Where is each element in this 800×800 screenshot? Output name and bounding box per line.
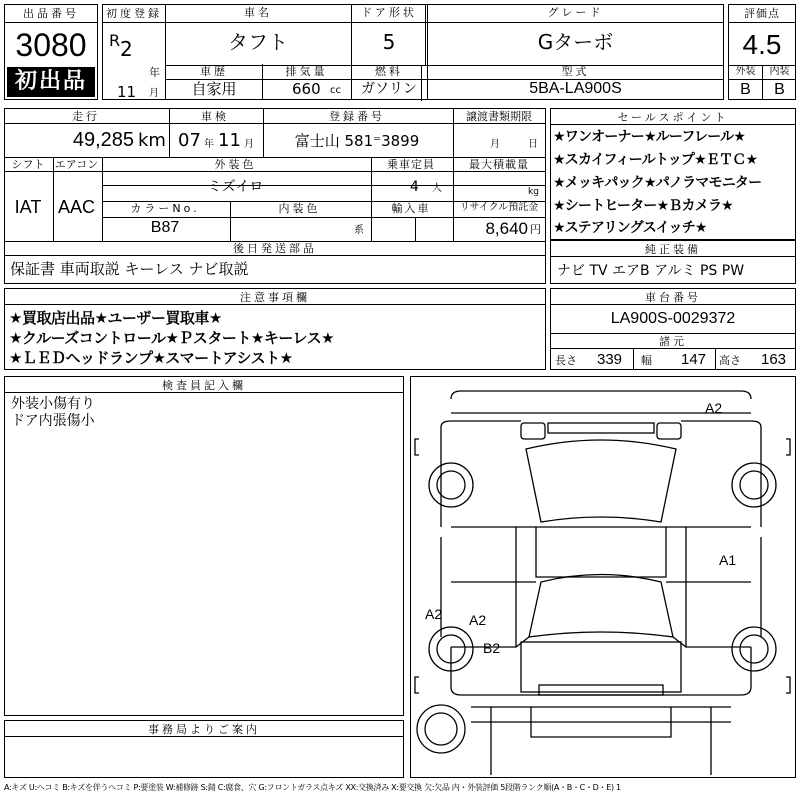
chassis-box [550, 288, 796, 370]
color-no-label: カラーNo. [130, 202, 200, 215]
damage-mark-top-right: A2 [705, 400, 723, 416]
sales-point-line: ★スカイフィールトップ★ＥＴＣ★ [553, 152, 758, 168]
car-damage-diagram [410, 376, 796, 778]
load-unit: kg [528, 187, 539, 197]
inspector-label: 検査員記入欄 [162, 379, 246, 392]
score: 4.5 [742, 29, 782, 60]
inspector-box [4, 376, 404, 716]
transfer-day-unit: 日 [528, 139, 538, 150]
mileage-unit: km [138, 130, 166, 151]
interior-score-label: 内装 [769, 66, 790, 77]
inspection-year-unit: 年 [204, 139, 214, 150]
import-label: 輸入車 [391, 202, 431, 215]
inspection-month-unit: 月 [244, 139, 254, 150]
displacement-unit: cc [330, 85, 341, 96]
dims-label: 諸元 [659, 335, 687, 348]
fuel-label: 燃料 [375, 65, 403, 78]
damage-mark-left-rear: B2 [483, 640, 501, 656]
equipment: ナビ TV エアB アルミ PS PW [557, 263, 745, 279]
load-label: 最大積載量 [469, 158, 529, 171]
history-label: 車歴 [200, 65, 228, 78]
lot-number: 3080 [15, 27, 87, 63]
note-line: ★クルーズコントロール★Ｐスタート★キーレス★ [9, 329, 335, 347]
damage-mark-left-side: A2 [425, 606, 443, 622]
inspection-month: 11 [218, 130, 241, 151]
width-label: 幅 [641, 354, 652, 367]
inspection-label: 車検 [201, 110, 229, 123]
ext-color-label: 外装色 [214, 158, 257, 171]
ac-label: エアコン [54, 158, 99, 171]
reg-number-label: 登録番号 [329, 110, 385, 123]
height: 163 [761, 351, 787, 368]
note-line: ★ＬＥＤヘッドランプ★スマートアシスト★ [9, 349, 293, 367]
shift: IAT [14, 197, 42, 217]
era-year: 2 [120, 37, 133, 61]
exterior-score: B [740, 81, 751, 98]
recycle-unit: 円 [530, 223, 541, 236]
transfer-month-unit: 月 [490, 139, 500, 150]
car-name-label: 車名 [244, 6, 272, 19]
inspection-year: 07 [178, 130, 201, 151]
int-color-unit: 系 [354, 225, 364, 236]
displacement-label: 排気量 [285, 65, 328, 78]
grade-label: グレード [547, 6, 604, 19]
fuel: ガソリン [361, 81, 417, 97]
era-letter: R [109, 31, 121, 50]
note-line: ★買取店出品★ユーザー買取車★ [9, 309, 222, 327]
first-listing-text: 初出品 [14, 69, 87, 94]
recycle-fee: 8,640 [485, 219, 528, 238]
sales-point-line: ★ワンオーナー★ルーフレール★ [553, 129, 746, 145]
first-registration-label: 初度登録 [106, 7, 162, 20]
lot-number-label: 出品番号 [23, 7, 79, 20]
inspector-line: 外装小傷有り [11, 396, 95, 412]
sales-points-label: セールスポイント [617, 111, 729, 124]
notes-box [4, 288, 546, 370]
damage-mark-left-door: A2 [469, 612, 487, 628]
office-box [4, 720, 404, 778]
later-parts-label: 後日発送部品 [233, 242, 317, 255]
later-parts: 保証書 車両取説 キーレス ナビ取説 [10, 260, 249, 278]
chassis-label: 車台番号 [645, 291, 701, 304]
equipment-box [550, 240, 796, 284]
equipment-label: 純正装備 [645, 243, 701, 256]
capacity-unit: 人 [432, 183, 442, 194]
model-label: 型式 [561, 65, 590, 78]
month-unit: 月 [149, 88, 159, 99]
door-type-label: ドア形状 [361, 6, 417, 19]
door-type: 5 [382, 30, 396, 54]
transfer-doc-label: 譲渡書類期限 [466, 110, 532, 123]
car-outline [411, 377, 794, 776]
year-unit: 年 [149, 66, 160, 79]
mileage: 49,285 [72, 129, 134, 151]
sales-points-box [550, 108, 796, 240]
height-label: 高さ [719, 354, 741, 367]
width: 147 [681, 351, 707, 368]
capacity-label: 乗車定員 [387, 158, 435, 171]
capacity: 4 [410, 179, 419, 195]
office-label: 事務局よりご案内 [148, 723, 260, 736]
car-name: タフト [228, 30, 288, 54]
chassis-number: LA900S-0029372 [610, 310, 736, 327]
reg-number: 富士山 581⁼3899 [294, 132, 420, 150]
notes-label: 注意事項欄 [240, 291, 310, 304]
damage-mark-front-right: A1 [719, 552, 737, 568]
shift-label: シフト [11, 158, 45, 171]
exterior-score-label: 外装 [735, 66, 756, 77]
displacement: 660 [292, 80, 321, 98]
score-label: 評価点 [744, 7, 780, 20]
int-color-label: 内装色 [278, 202, 321, 215]
length-label: 長さ [555, 354, 577, 367]
mileage-label: 走行 [72, 110, 100, 123]
legend-footer: A:キズ U:ヘコミ B:キズを伴うヘコミ P:要塗装 W:補修跡 S:錆 C:腐食、穴 G:フロントガラス点キズ XX:交換済み X:要交換 欠:欠品 内・外装評価 5段階ランク順(A・B・C・D・E) 1 [4, 783, 621, 792]
color-no: B87 [150, 219, 180, 236]
score-box [728, 4, 796, 100]
recycle-label: リサイクル預託金 [459, 202, 539, 213]
inspector-line: ドア内張傷小 [11, 413, 95, 429]
sales-point-line: ★ステアリングスイッチ★ [553, 220, 707, 236]
sales-point-line: ★シートヒーター★Ｂカメラ★ [553, 198, 733, 214]
ac: AAC [57, 197, 95, 217]
first-reg-month: 11 [117, 83, 137, 101]
lot-number-box [4, 4, 98, 100]
interior-score: B [774, 81, 785, 98]
length: 339 [597, 351, 623, 368]
history: 自家用 [191, 80, 237, 98]
ext-color: ミズイロ [207, 179, 264, 195]
grade: Gターボ [537, 30, 614, 54]
model-code: 5BA-LA900S [529, 80, 622, 97]
sales-point-line: ★メッキパック★パノラマモニター [553, 175, 762, 191]
